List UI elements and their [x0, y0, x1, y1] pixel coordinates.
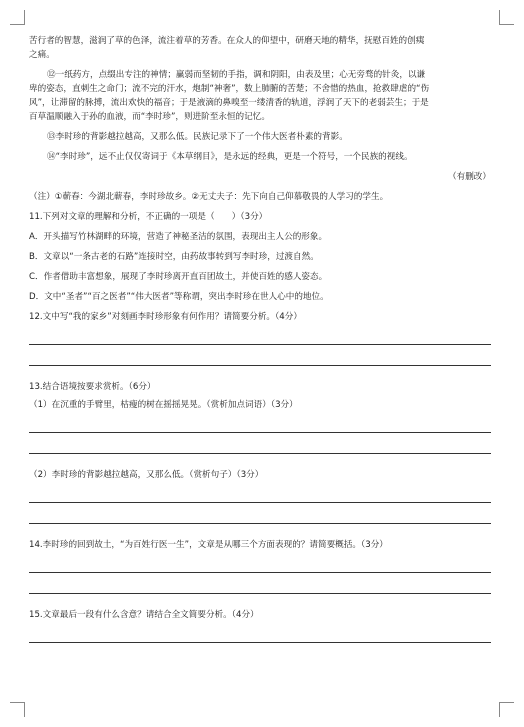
footnote: （注）①蕲春：今湖北蕲春，李时珍故乡。②无丈夫子：先下向自己仰慕敬畏的人学习的学生。 — [29, 192, 389, 202]
question-13-sub2: （2）李时珍的背影越拉越高，又那么低。（赏析句子）（3分） — [29, 470, 264, 480]
crop-mark-bottom-left — [10, 702, 25, 717]
passage-line: 风”，让滞留的脉搏，流出欢快的福音；于是液滴的鼻嗅至一缕清香的轨道，浮润了天下的老弱芸生；于是 — [29, 98, 429, 108]
option-b: B．文章以“一条古老的石路”连接时空，由药故事转到写李时珍，过渡自然。 — [29, 252, 319, 262]
answer-line[interactable] — [29, 503, 491, 524]
source-note: （有删改） — [448, 172, 491, 182]
answer-line[interactable] — [29, 412, 491, 433]
passage-line: 卑的姿态，直刺生之命门；流不完的汗水，炮制“神奢”，数上肺腑的苦楚；不舍惜的热血，抢救肆虐的“伤 — [29, 84, 430, 94]
passage-line: 之痛。 — [29, 50, 55, 60]
answer-line[interactable] — [29, 573, 491, 594]
passage-line: ⑫一纸药方，点缀出专注的神情；赢弱而坚韧的手指，调和阴阳，由表及里；心无旁骛的针灸，以谦 — [47, 70, 426, 80]
passage-line: ⑬李时珍的背影越拉越高，又那么低。民族记录下了一个伟大医者朴素的背影。 — [47, 132, 348, 142]
option-c: C．作者借助丰富想象，展现了李时珍离开直百团故土，并使百姓的感人姿态。 — [29, 272, 328, 282]
question-11-stem: 11.下列对文章的理解和分析，不正确的一项是（ ）（3分） — [29, 212, 268, 222]
answer-line[interactable] — [29, 552, 491, 573]
answer-line[interactable] — [29, 482, 491, 503]
answer-line[interactable] — [29, 433, 491, 454]
question-12-stem: 12.文中写“我的家乡”对刻画李时珍形象有何作用？请简要分析。（4分） — [29, 312, 302, 322]
passage-line: ⑭“李时珍”，远不止仅仅寄词于《本草纲目》，是永远的经典，更是一个符号，一个民族的视线。 — [47, 152, 413, 162]
crop-mark-top-right — [499, 10, 514, 25]
passage-line: 百草温顺融入于孙的血液，而“李时珍”，则进阶至永恒的记忆。 — [29, 112, 270, 122]
question-13-stem: 13.结合语境按要求赏析。（6分） — [29, 382, 156, 392]
question-13-sub1: （1）在沉重的手臂里，枯瘦的树在摇摇晃晃。（赏析加点词语）（3分） — [29, 400, 298, 410]
answer-line[interactable] — [29, 622, 491, 643]
crop-mark-top-left — [10, 10, 25, 25]
crop-mark-bottom-right — [499, 702, 514, 717]
option-a: A．开头描写竹林湖畔的环境，营造了神秘圣洁的氛围，表现出主人公的形象。 — [29, 232, 328, 242]
question-15-stem: 15.文章最后一段有什么含意？请结合全文简要分析。（4分） — [29, 610, 259, 620]
answer-line[interactable] — [29, 324, 491, 345]
answer-line[interactable] — [29, 345, 491, 366]
question-14-stem: 14.李时珍的回到故土，“为百姓行医一生”，文章是从哪三个方面表现的？请简要概括。（3分） — [29, 540, 388, 550]
exam-page — [29, 34, 491, 643]
passage-line: 苦行者的智慧，滋润了草的色泽，流注着草的芳香。在众人的仰望中，研磨天地的精华，抚慰百姓的创痍 — [29, 36, 425, 46]
option-d: D．文中“圣者”“百之医者”“伟大医者”等称谓，突出李时珍在世人心中的地位。 — [29, 292, 329, 302]
